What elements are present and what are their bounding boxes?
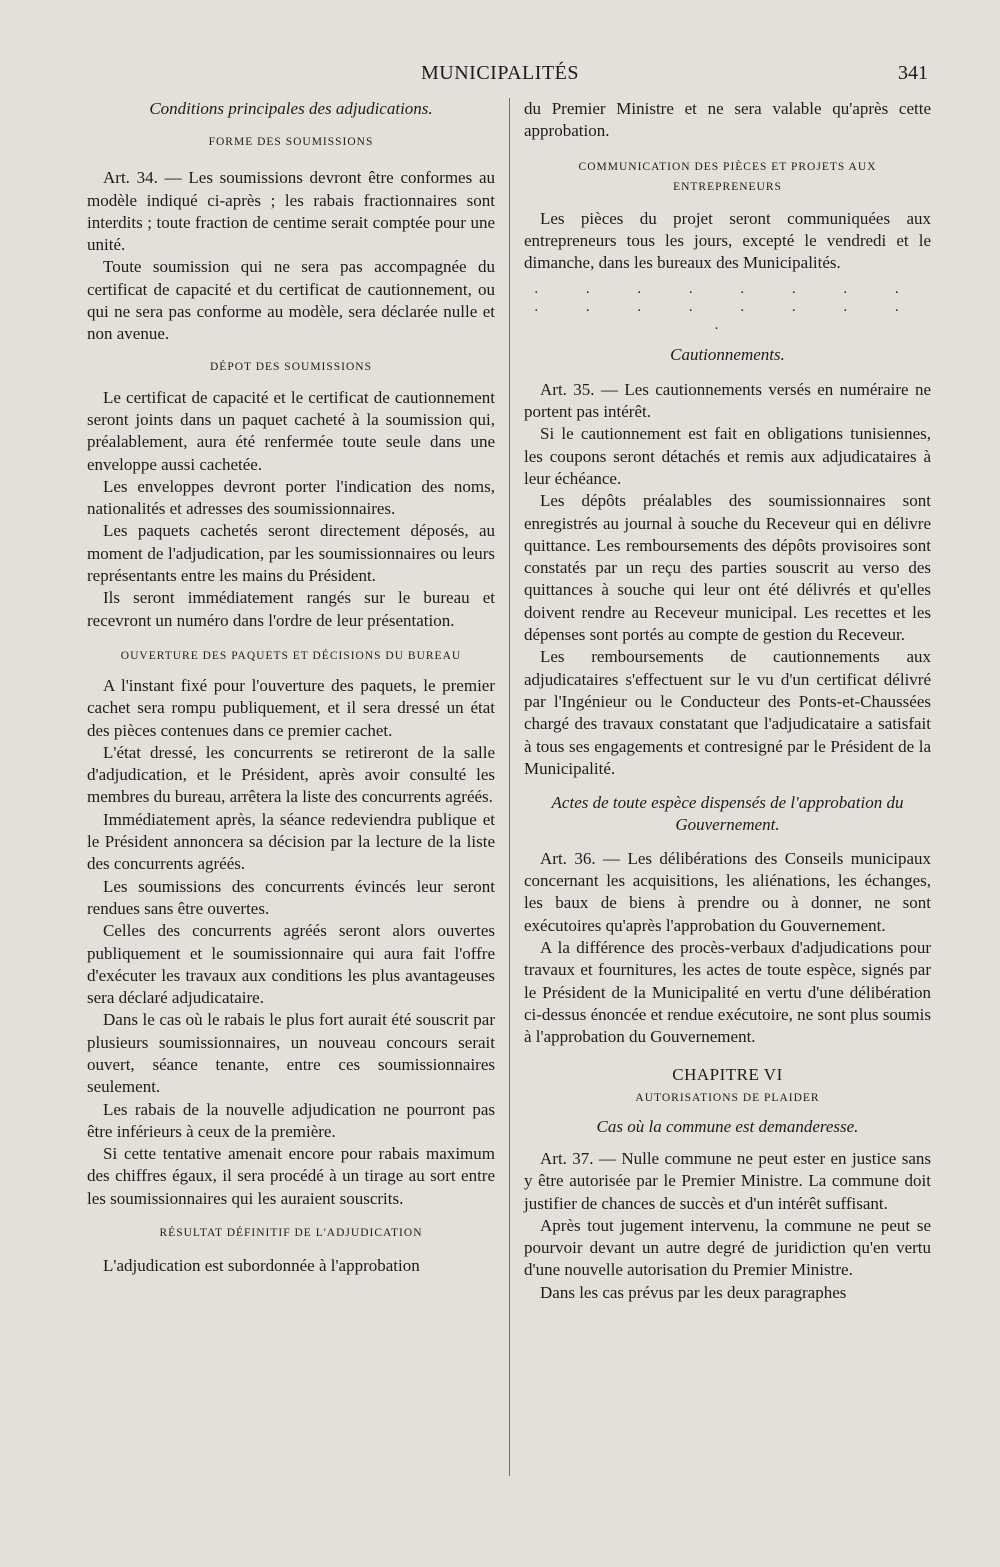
paragraph: Dans les cas prévus par les deux paragraphes xyxy=(540,1282,847,1302)
paragraph: Le certificat de capacité et le certificat de cautionnement seront joints dans un paquet cacheté à la soumission qui, préalablement, aura été renfermée toute seule dans une enveloppe aussi cachetée. xyxy=(87,387,495,474)
paragraph: Art. 37. — Nulle commune ne peut ester en justice sans y être autorisée par le Premier Ministre. La commune doit justifier de chances de succès et d'un intérêt suffisant. xyxy=(524,1148,931,1213)
section-rubric: OUVERTURE DES PAQUETS ET DÉCISIONS DU BUREAU xyxy=(120,649,462,662)
left-column xyxy=(87,98,495,1277)
page-number: 341 xyxy=(898,62,928,84)
paragraph: Art. 34. — Les soumissions devront être conformes au modèle indiqué ci-après ; les rabais fractionnaires sont interdits ; toute fraction de centime serait comptée pour une unité. xyxy=(87,168,495,255)
chapter-title: CHAPITRE VI xyxy=(672,1065,783,1085)
heading-line: Actes de toute espèce dispensés de l'approbation du xyxy=(551,793,904,813)
section-heading: Cas où la commune est demanderesse. xyxy=(596,1116,859,1136)
rubric-line: COMMUNICATION DES PIÈCES ET PROJETS AUX xyxy=(578,160,877,173)
heading-line: Gouvernement. xyxy=(675,815,780,835)
paragraph: Art. 35. — Les cautionnements versés en numéraire ne portent pas intérêt. xyxy=(524,379,931,422)
paragraph: Immédiatement après, la séance redeviendra publique et le Président annoncera sa décision par la lecture de la liste des concurrents agréés. xyxy=(87,809,495,874)
section-rubric xyxy=(524,157,931,197)
section-heading: Conditions principales des adjudications. xyxy=(149,99,433,118)
paragraph: L'état dressé, les concurrents se retireront de la salle d'adjudication, et le Président, après avoir consulté les membres du bureau, arrêtera la liste des concurrents agréés. xyxy=(87,742,495,807)
dotted-separator: . . . . . . . . . . . . . . . . . xyxy=(534,281,921,334)
paragraph: Les paquets cachetés seront directement déposés, au moment de l'adjudication, par les soumissionnaires ou leurs représentants entre les mains du Président. xyxy=(87,521,495,586)
paragraph: Si cette tentative amenait encore pour rabais maximum des chiffres égaux, il sera procédé à un tirage au sort entre les soumissionnaires qui les auraient souscrits. xyxy=(87,1144,495,1208)
paragraph: L'adjudication est subordonnée à l'approbation xyxy=(103,1256,420,1276)
paragraph: Les pièces du projet seront communiquées aux entrepreneurs tous les jours, excepté le vendredi et le dimanche, dans les bureaux des Municipalités. xyxy=(524,208,931,273)
chapter-subtitle: AUTORISATIONS DE PLAIDER xyxy=(635,1091,820,1104)
paragraph: Après tout jugement intervenu, la commune ne peut se pourvoir devant un autre degré de juridiction qu'en vertu d'une nouvelle autorisation du Premier Ministre. xyxy=(524,1215,931,1280)
paragraph: Toute soumission qui ne sera pas accompagnée du certificat de capacité et du certificat de cautionnement, ou qui ne sera pas conforme au modèle, sera déclarée nulle et non avenue. xyxy=(87,257,495,344)
column-divider xyxy=(509,98,510,1476)
section-heading xyxy=(524,792,931,837)
section-heading: Cautionnements. xyxy=(670,345,785,365)
section-rubric: FORME DES SOUMISSIONS xyxy=(208,136,374,149)
paragraph: A la différence des procès-verbaux d'adjudications pour travaux et fournitures, les actes de toute espèce, signés par le Président de la Municipalité en vertu d'une délibération ci-dessus énoncée et rendue exécutoire, ne sont plus soumis à l'approbation du Gouvernement. xyxy=(524,937,931,1047)
rubric-line: ENTREPRENEURS xyxy=(673,180,782,193)
paragraph: A l'instant fixé pour l'ouverture des paquets, le premier cachet sera rompu publiquement, et il sera dressé un état des pièces contenues dans ce premier cachet. xyxy=(87,675,495,740)
right-column xyxy=(524,98,931,1304)
paragraph: Les enveloppes devront porter l'indication des noms, nationalités et adresses des soumissionnaires. xyxy=(87,476,495,519)
paragraph: Celles des concurrents agréés seront alors ouvertes publiquement et le soumissionnaire qui aura fait l'offre d'exécuter les travaux aux conditions les plus avantageuses sera déclaré adjudicataire. xyxy=(87,921,495,1008)
paragraph: du Premier Ministre et ne sera valable qu'après cette approbation. xyxy=(524,99,931,141)
paragraph: Les remboursements de cautionnements aux adjudicataires s'effectuent sur le vu d'un certificat délivré par l'Ingénieur ou le Conducteur des Ponts-et-Chaussées chargé des travaux constatant que l'adjudicataire a satisfait à tous ses engagements et contresigné par le Président de la Municipalité. xyxy=(524,647,931,778)
section-rubric: RÉSULTAT DÉFINITIF DE L'ADJUDICATION xyxy=(159,1227,423,1240)
paragraph: Si le cautionnement est fait en obligations tunisiennes, les coupons seront détachés et remis aux adjudicataires à leur échéance. xyxy=(524,424,931,488)
section-rubric: DÉPOT DES SOUMISSIONS xyxy=(209,360,372,373)
paragraph: Les rabais de la nouvelle adjudication ne pourront pas être inférieurs à ceux de la première. xyxy=(87,1099,495,1141)
paragraph: Art. 36. — Les délibérations des Conseils municipaux concernant les acquisitions, les aliénations, les échanges, les baux de biens à prendre ou à donner, ne sont exécutoires qu'après l'approbation du Gouvernement. xyxy=(524,848,931,935)
paragraph: Ils seront immédiatement rangés sur le bureau et recevront un numéro dans l'ordre de leur présentation. xyxy=(87,588,495,630)
paragraph: Les soumissions des concurrents évincés leur seront rendues sans être ouvertes. xyxy=(87,876,495,918)
running-title: MUNICIPALITÉS xyxy=(421,62,579,84)
paragraph: Dans le cas où le rabais le plus fort aurait été souscrit par plusieurs soumissionnaires, un nouveau concours serait ouvert, séance tenante, entre ces soumissionnaires seulement. xyxy=(87,1010,495,1097)
paragraph: Les dépôts préalables des soumissionnaires sont enregistrés au journal à souche du Receveur qui en délivre quittance. Les remboursements des dépôts provisoires sont constatés par un reçu des parties souscrit au verso des quittances à souche qui leur ont été délivrés et qu'elles doivent rendre au Receveur municipal. Les recettes et les dépenses sont portés au compte de gestion du Receveur. xyxy=(524,491,931,645)
